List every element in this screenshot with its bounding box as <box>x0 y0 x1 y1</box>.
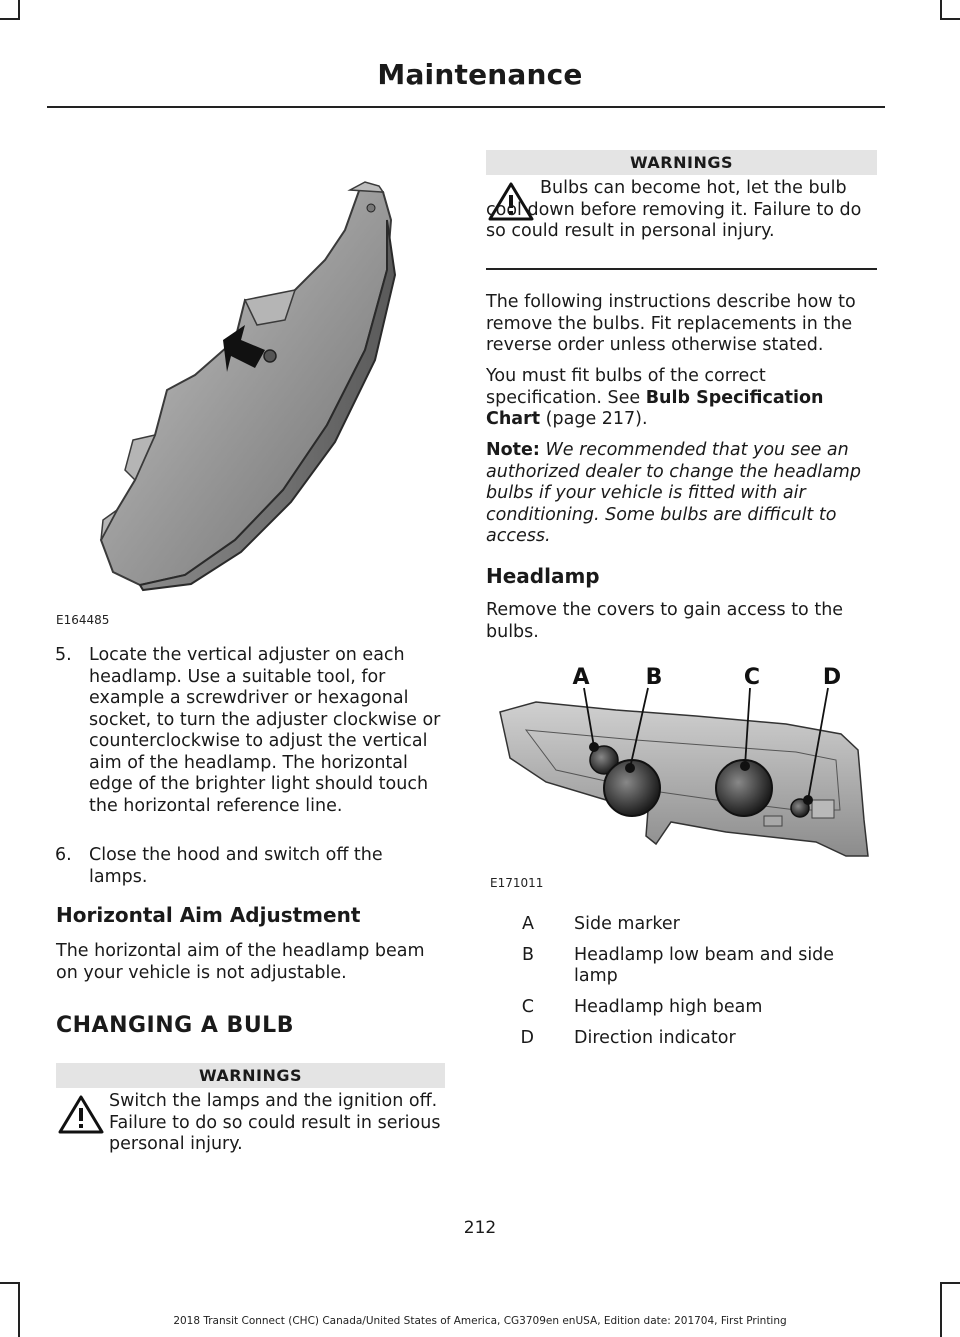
legend-value: Headlamp low beam and side lamp <box>574 945 835 986</box>
note-body: We recommended that you see an authorized dealer to change the headlamp bulbs if your vehicle is fitted with air conditioning. Some bulbs are difficult to access. <box>486 440 861 546</box>
headlamp-side-figure <box>95 180 405 600</box>
legend-key: D <box>520 1028 534 1048</box>
section-heading: CHANGING A BULB <box>56 1013 294 1038</box>
footer-text: 2018 Transit Connect (CHC) Canada/United States of America, CG3709en enUSA, Edition date: 201704, First Printing <box>173 1315 787 1327</box>
warning-triangle-icon <box>58 1094 104 1134</box>
crop-mark <box>940 18 960 20</box>
headlamp-text: Remove the covers to gain access to the bulbs. <box>486 600 844 642</box>
step-text: Close the hood and switch off the lamps. <box>89 845 383 887</box>
crop-mark <box>18 0 20 20</box>
warnings-bar: WARNINGS <box>56 1063 445 1088</box>
warnings-bar: WARNINGS <box>486 150 877 175</box>
step-6 <box>55 845 445 888</box>
bulb-spec-link[interactable]: Bulb Specification Chart <box>486 387 824 429</box>
legend-key: A <box>522 914 534 934</box>
crop-mark <box>0 1282 20 1284</box>
horizontal-aim-heading: Horizontal Aim Adjustment <box>56 903 361 927</box>
crop-mark <box>0 18 20 20</box>
callout-label: D <box>822 665 842 690</box>
crop-mark <box>940 1282 942 1337</box>
warning-body: Bulbs can become hot, let the bulb cool down before removing it. Failure to do so could result in personal injury. <box>486 178 862 241</box>
legend-key: B <box>521 945 534 965</box>
crop-mark <box>940 0 942 20</box>
callout-label: B <box>645 665 663 690</box>
legend-value: Headlamp high beam <box>574 997 763 1017</box>
figure-id: E164485 <box>56 613 110 627</box>
page-title: Maintenance <box>377 58 583 91</box>
crop-mark <box>18 1282 20 1337</box>
step-text: Locate the vertical adjuster on each headlamp. Use a suitable tool, for example a screwdriver or hexagonal socket, to turn the adjuster clockwise or counterclockwise to adjust the vertical aim of the headlamp. The horizontal edge of the brighter light should touch the horizontal reference line. <box>89 645 441 816</box>
crop-mark <box>940 1282 960 1284</box>
callout-label: C <box>743 665 761 690</box>
headlamp-heading: Headlamp <box>486 564 600 588</box>
headlamp-rear-illustration <box>496 660 876 870</box>
step-number: 5. <box>55 645 72 665</box>
spec-post: (page 217). <box>540 409 648 429</box>
legend-key: C <box>521 997 534 1017</box>
warning-icon <box>58 1094 104 1138</box>
warning-rule <box>486 268 877 270</box>
warning-text: Switch the lamps and the ignition off. Failure to do so could result in serious personal injury. <box>109 1091 441 1154</box>
step-5 <box>55 645 445 817</box>
figure-id: E171011 <box>490 876 544 890</box>
specification-text <box>486 366 878 431</box>
note-label: Note: <box>486 440 540 460</box>
page-number: 212 <box>463 1218 497 1238</box>
note-text <box>486 440 878 548</box>
spec-pre: You must fit bulbs of the correct specification. See <box>486 366 766 408</box>
warning-text <box>486 178 879 243</box>
headlamp-rear-figure <box>496 660 876 870</box>
callout-label: A <box>572 665 590 690</box>
headlamp-side-illustration <box>95 180 405 600</box>
legend-value: Direction indicator <box>574 1028 736 1048</box>
step-number: 6. <box>55 845 72 865</box>
horizontal-aim-text: The horizontal aim of the headlamp beam on your vehicle is not adjustable. <box>56 941 425 983</box>
header-rule <box>47 106 885 108</box>
instructions-text: The following instructions describe how to remove the bulbs. Fit replacements in the reverse order unless otherwise stated. <box>486 292 856 355</box>
legend-value: Side marker <box>574 914 680 934</box>
